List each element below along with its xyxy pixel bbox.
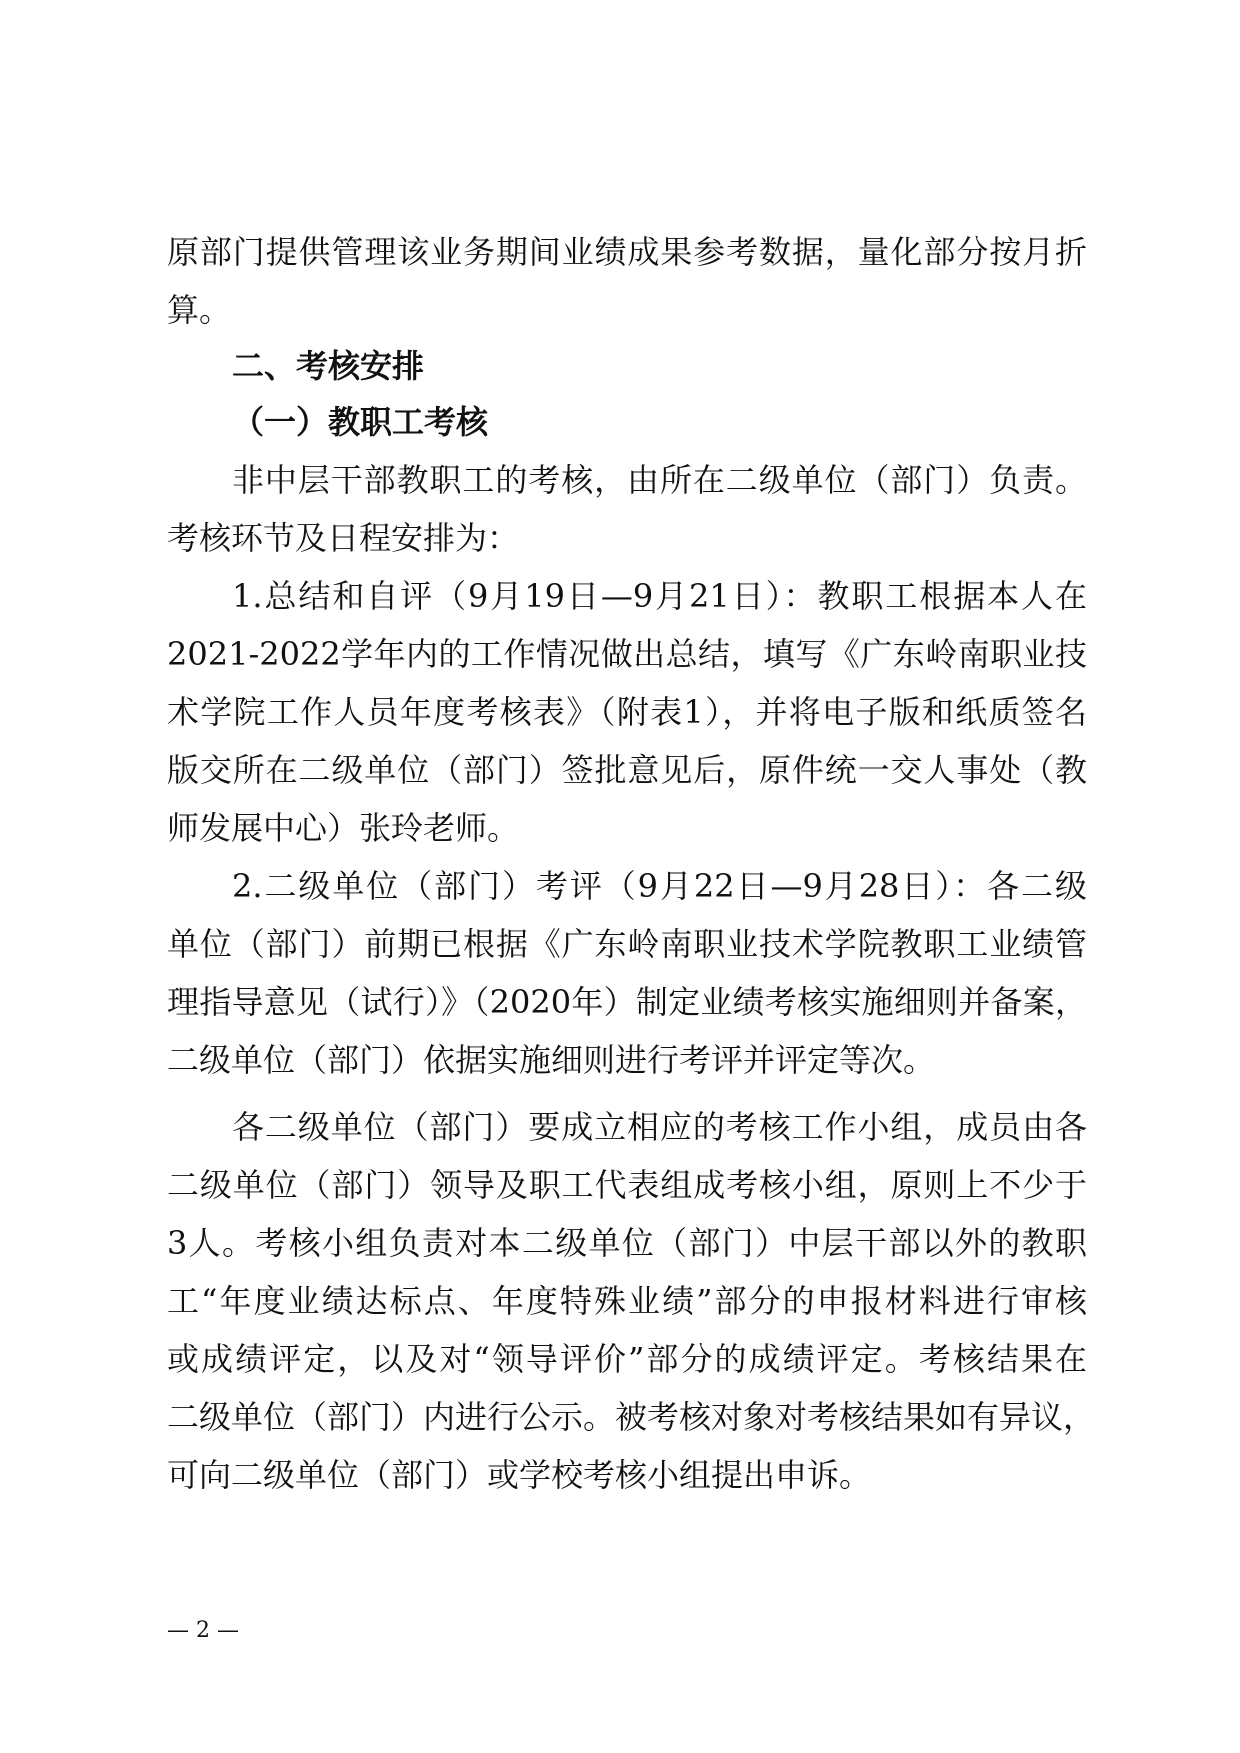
body-line: 二级单位（部门）内进行公示。被考核对象对考核结果如有异议， [167,1398,1096,1436]
body-line: 算。 [167,291,232,329]
subsection-heading: （一）教职工考核 [232,403,489,441]
body-line: 各二级单位（部门）要成立相应的考核工作小组，成员由各 [232,1108,1087,1146]
body-line: 版交所在二级单位（部门）签批意见后，原件统一交人事处（教 [167,751,1087,789]
body-line: 可向二级单位（部门）或学校考核小组提出申诉。 [167,1456,872,1494]
body-line: 或成绩评定，以及对“领导评价”部分的成绩评定。考核结果在 [167,1340,1087,1378]
body-line: 2021-2022学年内的工作情况做出总结，填写《广东岭南职业技 [167,635,1087,673]
section-heading: 二、考核安排 [232,347,425,385]
body-line: 2.二级单位（部门）考评（9月22日—9月28日）：各二级 [232,867,1087,905]
body-line: 二级单位（部门）领导及职工代表组成考核小组，原则上不少于 [167,1166,1087,1204]
body-line: 原部门提供管理该业务期间业绩成果参考数据，量化部分按月折 [167,233,1087,271]
body-line: 术学院工作人员年度考核表》（附表1），并将电子版和纸质签名 [167,693,1087,731]
body-line: 二级单位（部门）依据实施细则进行考评并评定等次。 [167,1041,936,1079]
body-line: 1.总结和自评（9月19日—9月21日）：教职工根据本人在 [232,577,1087,615]
body-line: 考核环节及日程安排为： [167,519,520,557]
body-line: 理指导意见（试行）》（2020年）制定业绩考核实施细则并备案， [167,983,1087,1021]
body-line: 单位（部门）前期已根据《广东岭南职业技术学院教职工业绩管 [167,925,1087,963]
body-line: 3人。考核小组负责对本二级单位（部门）中层干部以外的教职 [167,1224,1087,1262]
body-line: 工“年度业绩达标点、年度特殊业绩”部分的申报材料进行审核 [167,1282,1087,1320]
body-line: 师发展中心）张玲老师。 [167,809,520,847]
body-line: 非中层干部教职工的考核，由所在二级单位（部门）负责。 [232,461,1087,499]
page-number: — 2 — [167,1618,239,1643]
